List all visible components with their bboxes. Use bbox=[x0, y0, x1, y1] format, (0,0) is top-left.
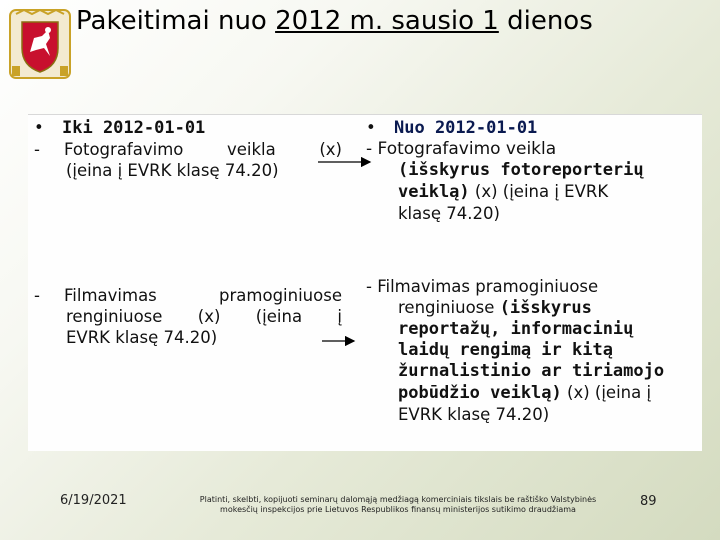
right-item1-line1: Fotografavimo veikla bbox=[377, 139, 557, 159]
right-item2-line2-bold: (išskyrus bbox=[499, 298, 592, 318]
right-column bbox=[366, 117, 698, 224]
right-item2-line5: žurnalistinio ar tiriamojo bbox=[398, 361, 665, 381]
page-number: 89 bbox=[640, 494, 657, 509]
left-item2-line1: Filmavimas pramoginiuose bbox=[64, 286, 342, 305]
left-item2-line2: renginiuose (x) (įeina į bbox=[66, 307, 342, 326]
left-item1-line1: Fotografavimo veikla (x) bbox=[64, 140, 342, 159]
right-column-item2 bbox=[366, 276, 698, 425]
right-item2-line7: EVRK klasę 74.20) bbox=[398, 405, 550, 424]
right-item2-line6-bold: pobūdžio veiklą) bbox=[398, 383, 562, 403]
dash-marker: - bbox=[366, 139, 373, 159]
title-date-underlined: 2012 m. sausio 1 bbox=[275, 6, 499, 36]
right-item2-line3: reportažų, informacinių bbox=[398, 319, 634, 339]
right-item1-line2: (išskyrus fotoreporterių bbox=[398, 160, 644, 180]
slide-title bbox=[76, 6, 716, 36]
left-item2-line3: EVRK klasę 74.20) bbox=[66, 328, 218, 347]
left-item1-line2: (įeina į EVRK klasę 74.20) bbox=[66, 161, 279, 180]
right-item2-line2-plain: renginiuose bbox=[398, 298, 500, 317]
right-item1-line3-bold: veiklą) bbox=[398, 182, 470, 202]
bullet-marker: • bbox=[366, 118, 376, 137]
left-column-item2 bbox=[34, 285, 342, 348]
right-heading: Nuo 2012-01-01 bbox=[394, 118, 538, 138]
left-heading: Iki 2012-01-01 bbox=[62, 118, 206, 138]
right-item1-line3-rest: (x) (įeina į EVRK bbox=[469, 182, 609, 201]
dash-marker: - bbox=[34, 140, 40, 159]
title-part3: dienos bbox=[498, 6, 593, 36]
footer-notice bbox=[188, 495, 608, 515]
right-item2-line1: Filmavimas pramoginiuose bbox=[377, 277, 599, 296]
bullet-marker: • bbox=[34, 118, 44, 137]
left-column bbox=[34, 117, 342, 181]
footer-notice-line1: Platinti, skelbti, kopijuoti seminarų dalomąją medžiagą komerciniais tikslais be raštiško Valstybinės bbox=[199, 495, 597, 504]
right-item2-line6-rest: (x) (įeina į bbox=[561, 383, 652, 402]
lithuania-coat-of-arms-icon bbox=[8, 8, 72, 80]
footer-date: 6/19/2021 bbox=[60, 493, 127, 508]
right-item2-line4: laidų rengimą ir kitą bbox=[398, 340, 613, 360]
right-item1-line4: klasę 74.20) bbox=[398, 204, 500, 223]
dash-marker: - bbox=[34, 286, 40, 305]
footer-notice-line2: mokesčių inspekcijos prie Lietuvos Respublikos finansų ministerijos sutikimo draudžiama bbox=[220, 505, 576, 514]
dash-marker: - bbox=[366, 277, 372, 296]
title-part1: Pakeitimai nuo bbox=[76, 6, 276, 36]
